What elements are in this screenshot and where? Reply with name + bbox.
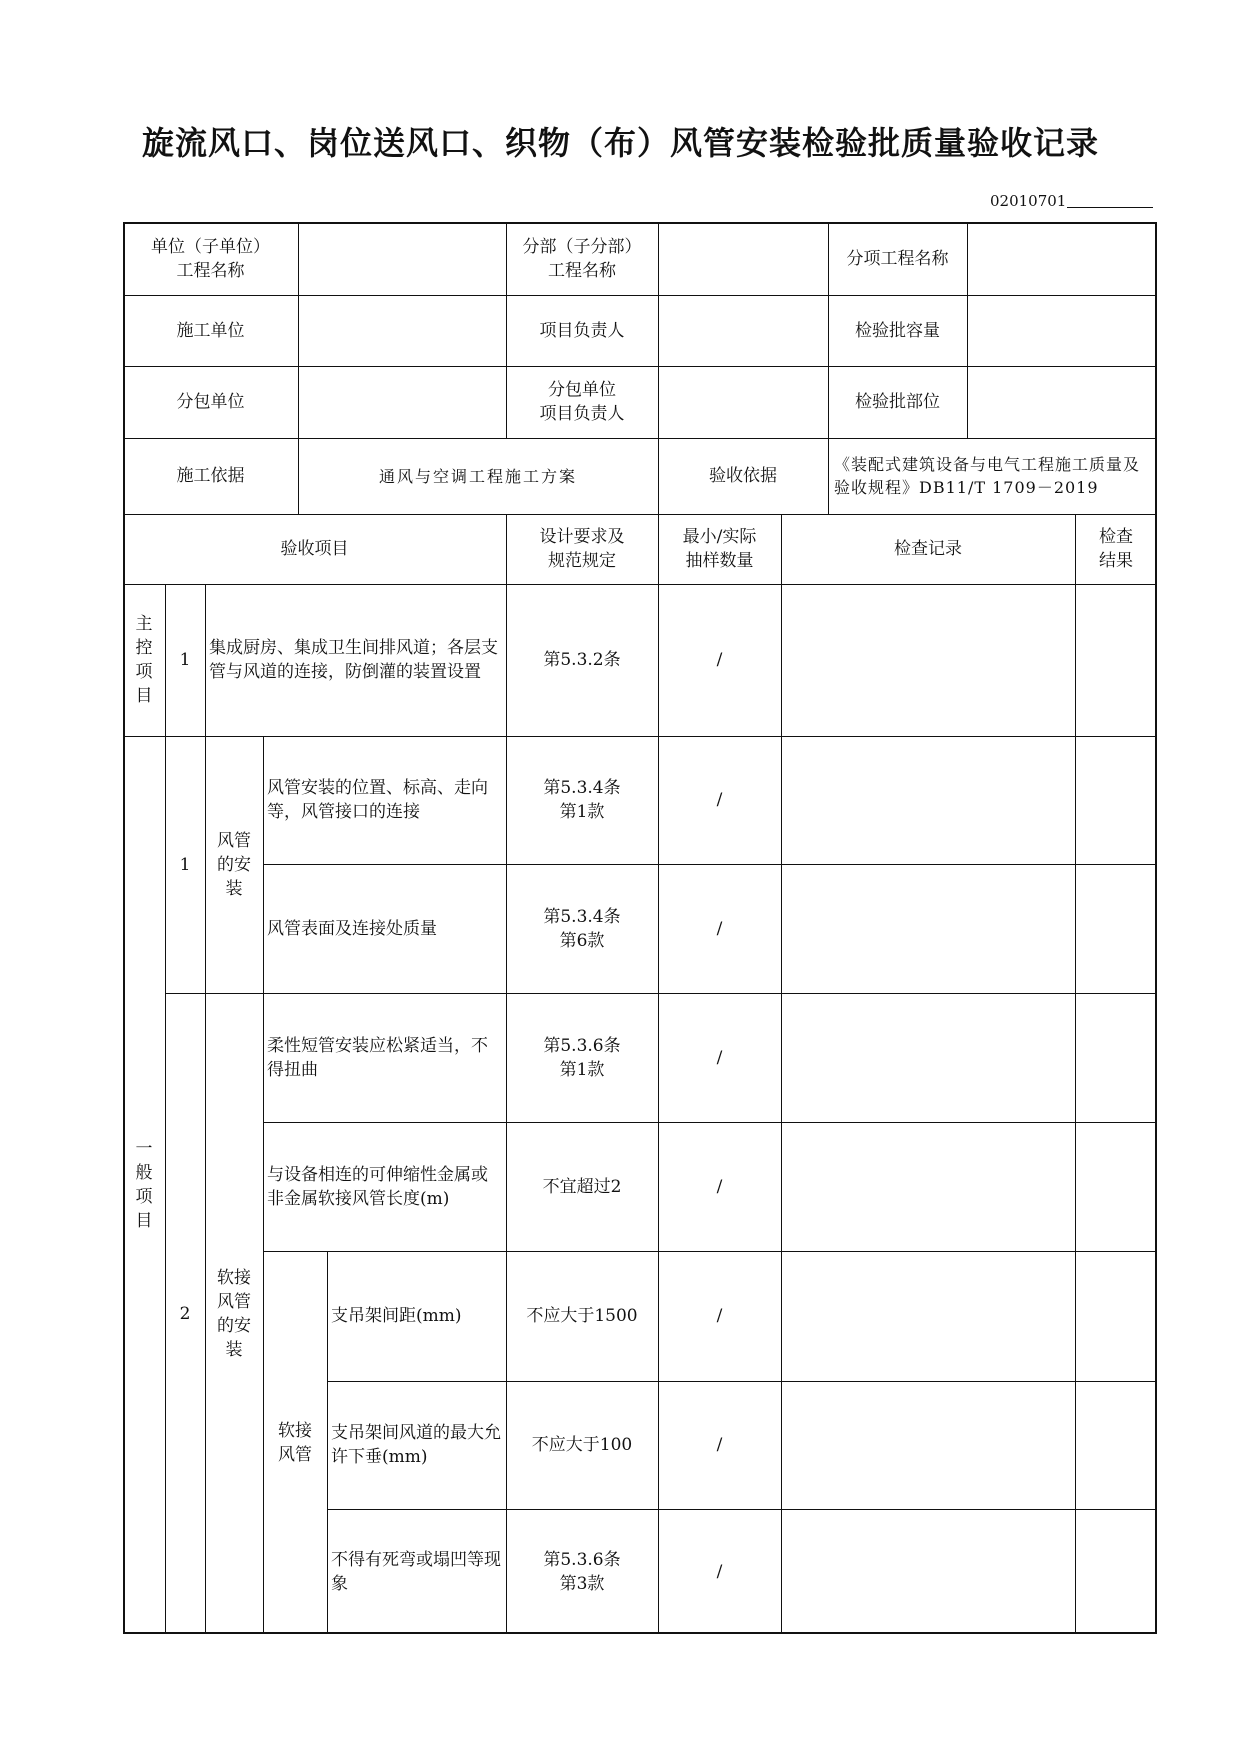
general-g1-row2-result-field[interactable] [1075,864,1157,993]
batch-capacity-label: 检验批容量 [855,320,940,341]
column-header-sample: 最小/实际 抽样数量 [682,527,757,571]
general-group2-name-text: 软接风管的安装 [217,1267,251,1360]
document-number [990,192,1153,210]
subcontractor-label: 分包单位 [176,392,245,412]
contractor-field[interactable] [298,295,506,366]
document-number-blank[interactable] [1067,193,1153,208]
general-g2-row1-sample: / [716,1047,723,1068]
general-g1-row1-record-field[interactable] [781,736,1075,864]
sub-project-manager-field[interactable] [658,366,828,438]
general-g2-sub-name-text: 软接风管 [278,1420,312,1465]
general-g2-row2-text: 与设备相连的可伸缩性金属或非金属软接风管长度(m) [267,1164,488,1209]
general-g1-row2-text: 风管表面及连接处质量 [267,918,437,939]
general-g2-row2-requirement: 不宜超过2 [542,1176,622,1197]
general-g2-sub-row1-result-field[interactable] [1075,1251,1157,1381]
general-g2-row1-requirement: 第5.3.6条 第1款 [543,1035,621,1080]
general-g2-row1-record-field[interactable] [781,993,1075,1122]
column-header-item: 验收项目 [280,539,349,559]
batch-location-label: 检验批部位 [855,392,940,412]
main-control-category [123,584,165,736]
division-project-name-label: 分部（子分部） 工程名称 [522,236,642,281]
general-g2-sub-row3-record-field[interactable] [781,1509,1075,1634]
column-header-requirement: 设计要求及 规范规定 [539,527,625,571]
main-control-result-field[interactable] [1075,584,1157,736]
general-g1-row2-record-field[interactable] [781,864,1075,993]
general-category-text: 一般项目 [135,1139,153,1231]
batch-location-field[interactable] [967,366,1157,438]
general-g1-row1-text: 风管安装的位置、标高、走向等，风管接口的连接 [267,778,488,822]
general-g2-sub-row2-requirement: 不应大于100 [531,1435,633,1455]
construction-basis-value: 通风与空调工程施工方案 [378,466,577,486]
general-g2-sub-row1-text: 支吊架间距(mm) [331,1306,462,1326]
division-project-name-field[interactable] [658,222,828,295]
general-category [123,736,165,1634]
general-g1-row2-requirement: 第5.3.4条 第6款 [543,906,621,951]
project-manager-label: 项目负责人 [539,320,625,341]
general-group2-no: 2 [179,1303,191,1324]
contractor-label: 施工单位 [176,320,245,341]
subitem-project-name-label: 分项工程名称 [846,248,949,269]
general-g2-sub-row2-text: 支吊架间风道的最大允许下垂(mm) [331,1423,501,1467]
general-g2-sub-row3-requirement: 第5.3.6条 第3款 [543,1549,621,1594]
general-g2-row2-result-field[interactable] [1075,1122,1157,1251]
acceptance-basis-label: 验收依据 [709,466,777,486]
general-g1-row1-sample: / [716,790,723,810]
general-g2-sub-row3-result-field[interactable] [1075,1509,1157,1634]
subitem-project-name-field[interactable] [967,222,1157,295]
general-g2-sub-row2-record-field[interactable] [781,1381,1075,1509]
general-group1-no: 1 [179,854,191,875]
general-group1-name [205,736,263,993]
acceptance-basis-value: 《装配式建筑设备与电气工程施工质量及验收规程》DB11/T 1709－2019 [834,455,1141,497]
general-g1-row2-sample: / [716,918,723,939]
main-control-category-text: 主控项目 [135,614,153,706]
general-g2-sub-row1-sample: / [716,1306,723,1326]
main-control-record-field[interactable] [781,584,1075,736]
main-control-requirement: 第5.3.2条 [543,650,621,670]
subcontractor-field[interactable] [298,366,506,438]
document-number-value: 02010701 [990,192,1067,210]
general-group1-name-text: 风管的安装 [217,830,251,899]
general-g2-sub-row2-result-field[interactable] [1075,1381,1157,1509]
general-g2-sub-row1-record-field[interactable] [781,1251,1075,1381]
main-control-no: 1 [179,650,191,670]
unit-project-name-label: 单位（子单位） 工程名称 [151,236,270,281]
unit-project-name-field[interactable] [298,222,506,295]
general-g2-sub-row3-sample: / [716,1561,723,1582]
column-header-result: 检查 结果 [1099,527,1133,571]
general-g1-row1-result-field[interactable] [1075,736,1157,864]
column-header-record: 检查记录 [894,539,962,559]
general-group2-name [205,993,263,1634]
general-g2-row2-sample: / [716,1176,723,1197]
general-g2-row1-result-field[interactable] [1075,993,1157,1122]
general-g2-sub-row2-sample: / [716,1435,723,1455]
project-manager-field[interactable] [658,295,828,366]
batch-capacity-field[interactable] [967,295,1157,366]
main-control-text: 集成厨房、集成卫生间排风道；各层支管与风道的连接，防倒灌的装置设置 [209,638,498,682]
general-g1-row1-requirement: 第5.3.4条 第1款 [543,778,621,822]
sub-project-manager-label: 分包单位 项目负责人 [539,380,625,424]
main-control-sample: / [716,650,723,670]
general-g2-sub-name [263,1251,327,1634]
general-g2-row1-text: 柔性短管安装应松紧适当，不得扭曲 [267,1035,488,1080]
general-g2-row2-record-field[interactable] [781,1122,1075,1251]
page-title: 旋流风口、岗位送风口、织物（布）风管安装检验批质量验收记录 [141,124,1099,162]
construction-basis-label: 施工依据 [176,466,245,486]
general-g2-sub-row1-requirement: 不应大于1500 [526,1306,638,1326]
general-g2-sub-row3-text: 不得有死弯或塌凹等现象 [331,1549,501,1594]
